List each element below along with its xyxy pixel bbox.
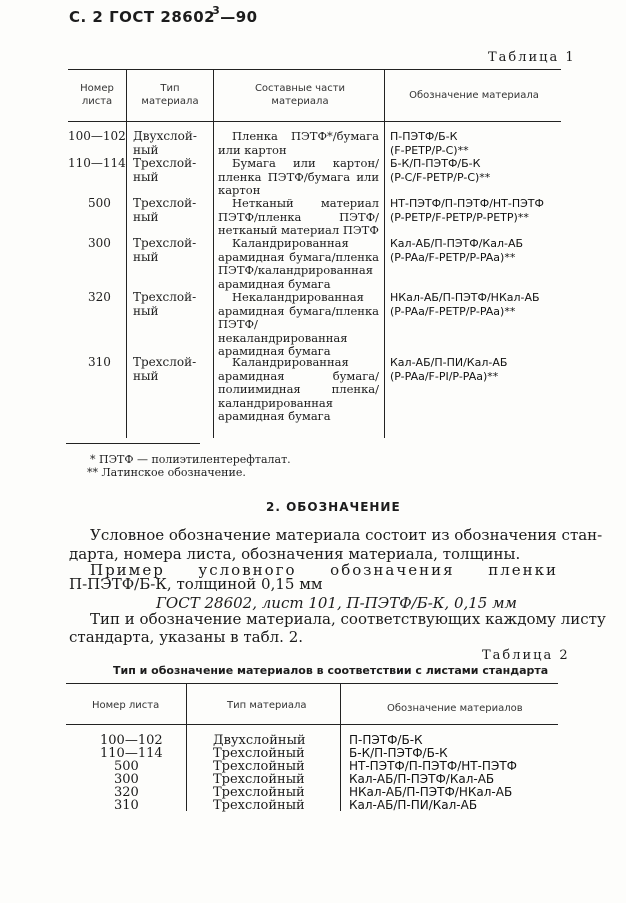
table1-row-type: Трехслой- ный <box>133 355 197 383</box>
example-line: П-ПЭТФ/Б-К, толщиной 0,15 мм <box>69 575 323 593</box>
table1-row-parts: Бумага или картон/ пленка ПЭТФ/бумага или картон <box>218 156 379 197</box>
table2-row-code: Б-К/П-ПЭТФ/Б-К <box>349 746 448 760</box>
table2-row-type: Трехслойный <box>213 785 305 800</box>
table1-row-type: Трехслой- ный <box>133 156 197 184</box>
paragraph-line: стандарта, указаны в табл. 2. <box>69 628 304 646</box>
table1-col-divider <box>384 69 385 438</box>
table1-col-divider <box>213 69 214 438</box>
table1-row-code: П-ПЭТФ/Б-К <box>390 130 458 143</box>
table2-row-num: 310 <box>114 798 139 813</box>
table2-row-code: НТ-ПЭТФ/П-ПЭТФ/НТ-ПЭТФ <box>349 759 517 773</box>
footnote: ** Латинское обозначение. <box>87 466 246 479</box>
paragraph-line: дарта, номера листа, обозначения материала, толщины. <box>69 545 521 563</box>
table1-row-code-latin: (P-PAa/F-PETP/P-PAa)** <box>390 305 516 318</box>
table1-row-code-latin: (P-PAa/F-PETP/P-PAa)** <box>390 251 516 264</box>
paragraph-line: Тип и обозначение материала, соответствующих каждому листу <box>90 610 606 628</box>
table1-row-type: Двухслой- ный <box>133 129 197 157</box>
table1-row-parts: Некаландрированная арамидная бумага/пленка ПЭТФ/некаландрированная арамидная бумага <box>218 290 379 358</box>
table1-row-num: 110—114 <box>68 156 126 170</box>
table1-row-code-latin: (P-PETP/F-PETP/P-PETP)** <box>390 211 529 224</box>
table1-header-code: Обозначение материала <box>409 90 539 101</box>
example-formula: ГОСТ 28602, лист 101, П-ПЭТФ/Б-К, 0,15 мм <box>156 594 517 612</box>
gost-year: —90 <box>220 8 258 26</box>
table1-row-code: НКал-АБ/П-ПЭТФ/НКал-АБ <box>390 291 540 304</box>
table2-header-rule <box>66 724 558 725</box>
table1-row-parts: Пленка ПЭТФ*/бумага или картон <box>218 129 379 157</box>
table1-row-code-latin: (P-C/F-PETP/P-C)** <box>390 171 491 184</box>
footnote: * ПЭТФ — полиэтилентерефталат. <box>90 453 291 466</box>
table2-row-code: НКал-АБ/П-ПЭТФ/НКал-АБ <box>349 785 513 799</box>
table2-caption: Таблица 2 <box>482 648 570 663</box>
table2-header-num: Номер листа <box>92 700 160 711</box>
table1-row-code: Кал-АБ/П-ПЭТФ/Кал-АБ <box>390 237 524 250</box>
table2-row-num: 110—114 <box>100 746 163 761</box>
table1-row-code-latin: (F-PETP/P-C)** <box>390 144 469 157</box>
table2-row-type: Трехслойный <box>213 746 305 761</box>
table2-header-code: Обозначение материалов <box>387 703 523 714</box>
table2-row-type: Трехслойный <box>213 798 305 813</box>
table1-row-code-latin: (P-PAa/F-PI/P-PAa)** <box>390 370 499 383</box>
table1-row-parts: Нетканый материал ПЭТФ/пленка ПЭТФ/ нетканый материал ПЭТФ <box>218 196 379 237</box>
table1-row-type: Трехслой- ный <box>133 196 197 224</box>
section-title: 2. ОБОЗНАЧЕНИЕ <box>266 500 401 514</box>
table2-row-num: 300 <box>114 772 139 787</box>
table1-caption: Таблица 1 <box>488 50 576 65</box>
table1-row-parts: Каландрированная арамидная бумага/пленка ПЭТФ/каландрированная арамидная бумага <box>218 236 379 291</box>
table2-row-type: Трехслойный <box>213 759 305 774</box>
table2-title: Тип и обозначение материалов в соответствии с листами стандарта <box>113 664 549 677</box>
table1-row-type: Трехслой- ный <box>133 290 197 318</box>
table2-row-type: Двухслойный <box>213 733 306 748</box>
paragraph-line: Условное обозначение материала состоит из обозначения стан- <box>90 526 603 544</box>
table1-row-num: 300 <box>88 236 111 250</box>
handwritten-superscript: 3 <box>212 4 221 17</box>
page-header <box>69 4 258 26</box>
table1-row-num: 100—102 <box>68 129 126 143</box>
table1-row-code: Б-К/П-ПЭТФ/Б-К <box>390 157 481 170</box>
table2-col-divider <box>186 683 187 811</box>
table2-row-code: П-ПЭТФ/Б-К <box>349 733 423 747</box>
table1-top-rule <box>68 69 561 70</box>
table1-row-num: 310 <box>88 355 111 369</box>
page-number: С. 2 <box>69 8 104 26</box>
table1-header-type: Тип материала <box>141 83 199 107</box>
gost-number: ГОСТ 28602 <box>109 8 216 26</box>
table1-row-num: 320 <box>88 290 111 304</box>
table1-header-rule <box>68 121 561 122</box>
footnote-rule <box>66 443 200 444</box>
table2-row-type: Трехслойный <box>213 772 305 787</box>
table2-header-type: Тип материала <box>227 700 307 711</box>
table2-row-num: 100—102 <box>100 733 163 748</box>
table1-row-num: 500 <box>88 196 111 210</box>
table1-col-divider <box>126 69 127 438</box>
table2-row-num: 320 <box>114 785 139 800</box>
table2-row-num: 500 <box>114 759 139 774</box>
example-line: Пример условного обозначения пленки <box>90 561 558 579</box>
table1-row-type: Трехслой- ный <box>133 236 197 264</box>
table1-row-code: Кал-АБ/П-ПИ/Кал-АБ <box>390 356 508 369</box>
table1-row-parts: Каландрированная арамидная бумага/полиимидная пленка/каландрированная арамидная бумага <box>218 355 379 423</box>
table1-header-num: Номер листа <box>80 83 114 107</box>
table1-row-code: НТ-ПЭТФ/П-ПЭТФ/НТ-ПЭТФ <box>390 197 544 210</box>
table2-row-code: Кал-АБ/П-ПЭТФ/Кал-АБ <box>349 772 495 786</box>
table2-top-rule <box>66 683 558 684</box>
table2-row-code: Кал-АБ/П-ПИ/Кал-АБ <box>349 798 478 812</box>
table2-col-divider <box>340 683 341 811</box>
table1-header-parts: Составные части материала <box>254 83 346 107</box>
